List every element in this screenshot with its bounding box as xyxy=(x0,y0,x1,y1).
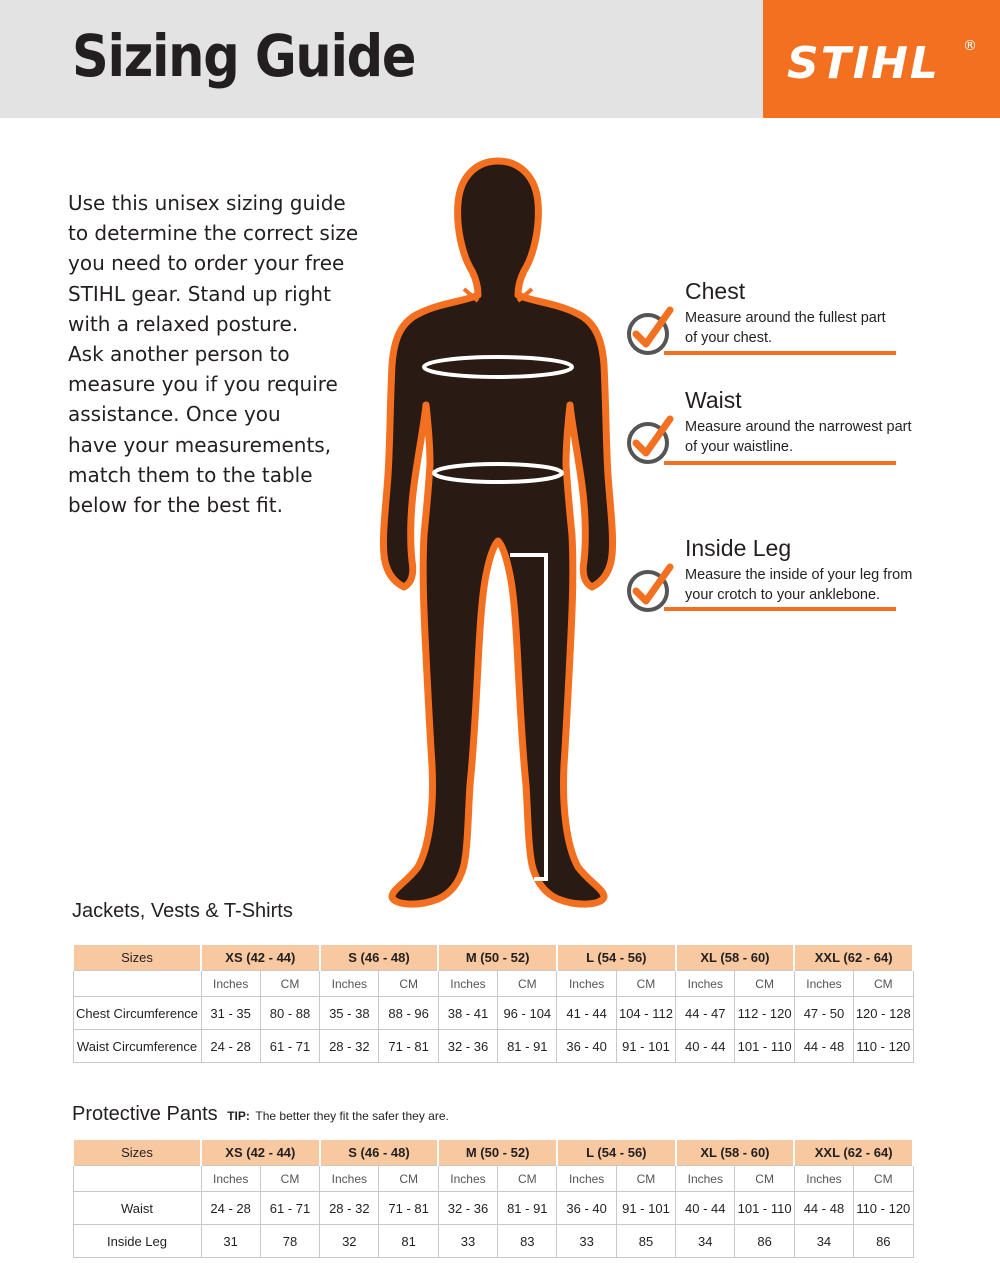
silhouette-shape xyxy=(383,161,612,904)
table-cell: 33 xyxy=(557,1225,616,1258)
table-cell: 80 - 88 xyxy=(260,997,319,1030)
empty-cell xyxy=(73,971,201,997)
measure-inside-leg xyxy=(624,535,913,615)
table-cell: 31 xyxy=(201,1225,260,1258)
table-cell: 78 xyxy=(260,1225,319,1258)
intro-line: match them to the table xyxy=(68,462,313,487)
table-cell: 44 - 47 xyxy=(676,997,735,1030)
table-cell: 44 - 48 xyxy=(794,1030,853,1063)
unit-row xyxy=(73,971,913,997)
table-cell: 38 - 41 xyxy=(438,997,497,1030)
sizes-header: Sizes xyxy=(73,1139,201,1166)
measure-desc-line: of your chest. xyxy=(685,330,773,346)
table-cell: 40 - 44 xyxy=(676,1030,735,1063)
unit-cell: Inches xyxy=(794,1166,853,1192)
unit-row xyxy=(73,1166,913,1192)
intro-line: measure you if you require xyxy=(68,372,338,397)
unit-cell: CM xyxy=(379,971,438,997)
intro-line: have your measurements, xyxy=(68,432,332,457)
table-cell: 32 xyxy=(320,1225,379,1258)
unit-cell: CM xyxy=(260,1166,319,1192)
table-cell: 101 - 110 xyxy=(735,1192,794,1225)
body-silhouette xyxy=(378,155,618,915)
table-header-row xyxy=(73,1139,913,1166)
table-cell: 44 - 48 xyxy=(794,1192,853,1225)
unit-cell: CM xyxy=(616,971,675,997)
table-cell: 91 - 101 xyxy=(616,1192,675,1225)
intro-line: you need to order your free xyxy=(68,251,345,276)
table-cell: 61 - 71 xyxy=(260,1192,319,1225)
divider xyxy=(664,607,896,611)
table-cell: 36 - 40 xyxy=(557,1030,616,1063)
table-cell: 91 - 101 xyxy=(616,1030,675,1063)
unit-cell: Inches xyxy=(557,971,616,997)
measure-desc-line: Measure the inside of your leg from xyxy=(685,567,913,583)
table-cell: 41 - 44 xyxy=(557,997,616,1030)
table-row xyxy=(73,1030,913,1063)
row-label: Chest Circumference xyxy=(73,997,201,1030)
measure-desc-line: Measure around the narrowest part xyxy=(685,419,912,435)
size-header: XS (42 - 44) xyxy=(201,1139,320,1166)
table-cell: 28 - 32 xyxy=(320,1030,379,1063)
unit-cell: CM xyxy=(854,971,913,997)
size-header: XS (42 - 44) xyxy=(201,944,320,971)
table-cell: 86 xyxy=(854,1225,913,1258)
size-header: XL (58 - 60) xyxy=(676,944,795,971)
measure-description xyxy=(685,308,915,348)
unit-cell: CM xyxy=(498,971,557,997)
intro-line: below for the best fit. xyxy=(68,493,283,518)
empty-cell xyxy=(73,1166,201,1192)
table-cell: 88 - 96 xyxy=(379,997,438,1030)
unit-cell: Inches xyxy=(676,1166,735,1192)
measure-desc-line: your crotch to your anklebone. xyxy=(685,587,881,603)
divider xyxy=(664,461,896,465)
table-cell: 36 - 40 xyxy=(557,1192,616,1225)
table-cell: 81 - 91 xyxy=(498,1192,557,1225)
unit-cell: CM xyxy=(735,1166,794,1192)
table-cell: 81 - 91 xyxy=(498,1030,557,1063)
table-row xyxy=(73,1192,913,1225)
table-header-row xyxy=(73,944,913,971)
unit-cell: CM xyxy=(616,1166,675,1192)
table-cell: 81 xyxy=(379,1225,438,1258)
unit-cell: Inches xyxy=(438,1166,497,1192)
tip-text: The better they fit the safer they are. xyxy=(255,1109,449,1123)
table-cell: 83 xyxy=(498,1225,557,1258)
table-cell: 34 xyxy=(676,1225,735,1258)
table-cell: 71 - 81 xyxy=(379,1192,438,1225)
size-table-jackets xyxy=(72,943,914,1063)
header-bar xyxy=(0,0,763,118)
table-cell: 112 - 120 xyxy=(735,997,794,1030)
section-title-pants xyxy=(72,1103,449,1126)
table-cell: 101 - 110 xyxy=(735,1030,794,1063)
measure-desc-line: Measure around the fullest part xyxy=(685,310,886,326)
check-icon xyxy=(624,304,678,358)
measure-waist xyxy=(624,387,912,467)
intro-line: STIHL gear. Stand up right xyxy=(68,281,331,306)
measure-chest xyxy=(624,278,904,358)
size-header: M (50 - 52) xyxy=(438,944,557,971)
table-cell: 85 xyxy=(616,1225,675,1258)
pants-title: Protective Pants xyxy=(72,1103,218,1125)
measure-description xyxy=(685,565,915,605)
section-title-jackets: Jackets, Vests & T-Shirts xyxy=(72,900,293,922)
unit-cell: Inches xyxy=(557,1166,616,1192)
tip-label: TIP: xyxy=(227,1109,250,1123)
table-cell: 32 - 36 xyxy=(438,1030,497,1063)
size-table-pants xyxy=(72,1138,914,1258)
intro-line: assistance. Once you xyxy=(68,402,281,427)
registered-mark: ® xyxy=(963,38,977,54)
page-title: Sizing Guide xyxy=(72,22,416,90)
intro-line: Use this unisex sizing guide xyxy=(68,191,346,215)
unit-cell: Inches xyxy=(320,971,379,997)
size-header: XL (58 - 60) xyxy=(676,1139,795,1166)
row-label: Inside Leg xyxy=(73,1225,201,1258)
unit-cell: Inches xyxy=(438,971,497,997)
unit-cell: CM xyxy=(498,1166,557,1192)
check-icon xyxy=(624,413,678,467)
table-cell: 61 - 71 xyxy=(260,1030,319,1063)
measure-desc-line: of your waistline. xyxy=(685,439,793,455)
unit-cell: CM xyxy=(379,1166,438,1192)
table-cell: 110 - 120 xyxy=(854,1192,913,1225)
row-label: Waist xyxy=(73,1192,201,1225)
table-cell: 40 - 44 xyxy=(676,1192,735,1225)
table-cell: 120 - 128 xyxy=(854,997,913,1030)
size-header: S (46 - 48) xyxy=(320,1139,439,1166)
size-header: S (46 - 48) xyxy=(320,944,439,971)
intro-line: with a relaxed posture. xyxy=(68,311,299,336)
table-cell: 104 - 112 xyxy=(616,997,675,1030)
unit-cell: Inches xyxy=(320,1166,379,1192)
unit-cell: Inches xyxy=(676,971,735,997)
table-cell: 86 xyxy=(735,1225,794,1258)
intro-paragraph xyxy=(68,188,368,520)
size-header: L (54 - 56) xyxy=(557,1139,676,1166)
measure-description xyxy=(685,417,915,457)
unit-cell: CM xyxy=(735,971,794,997)
table-cell: 33 xyxy=(438,1225,497,1258)
table-cell: 34 xyxy=(794,1225,853,1258)
measure-title: Chest xyxy=(685,278,746,304)
table-cell: 96 - 104 xyxy=(498,997,557,1030)
intro-line: Ask another person to xyxy=(68,342,290,367)
table-row xyxy=(73,1225,913,1258)
table-cell: 32 - 36 xyxy=(438,1192,497,1225)
intro-line: to determine the correct size xyxy=(68,221,359,246)
table-cell: 71 - 81 xyxy=(379,1030,438,1063)
row-label: Waist Circumference xyxy=(73,1030,201,1063)
table-row xyxy=(73,997,913,1030)
table-cell: 110 - 120 xyxy=(854,1030,913,1063)
sizes-header: Sizes xyxy=(73,944,201,971)
size-header: XXL (62 - 64) xyxy=(794,944,913,971)
divider xyxy=(664,351,896,355)
table-cell: 31 - 35 xyxy=(201,997,260,1030)
stihl-logo xyxy=(763,0,1000,118)
measure-title: Inside Leg xyxy=(685,535,792,561)
table-cell: 28 - 32 xyxy=(320,1192,379,1225)
unit-cell: CM xyxy=(854,1166,913,1192)
table-cell: 24 - 28 xyxy=(201,1192,260,1225)
measure-title: Waist xyxy=(685,387,742,413)
brand-text: STIHL xyxy=(787,38,940,89)
table-cell: 35 - 38 xyxy=(320,997,379,1030)
table-cell: 24 - 28 xyxy=(201,1030,260,1063)
size-header: XXL (62 - 64) xyxy=(794,1139,913,1166)
size-header: M (50 - 52) xyxy=(438,1139,557,1166)
unit-cell: Inches xyxy=(201,971,260,997)
unit-cell: Inches xyxy=(794,971,853,997)
unit-cell: Inches xyxy=(201,1166,260,1192)
unit-cell: CM xyxy=(260,971,319,997)
size-header: L (54 - 56) xyxy=(557,944,676,971)
table-cell: 47 - 50 xyxy=(794,997,853,1030)
